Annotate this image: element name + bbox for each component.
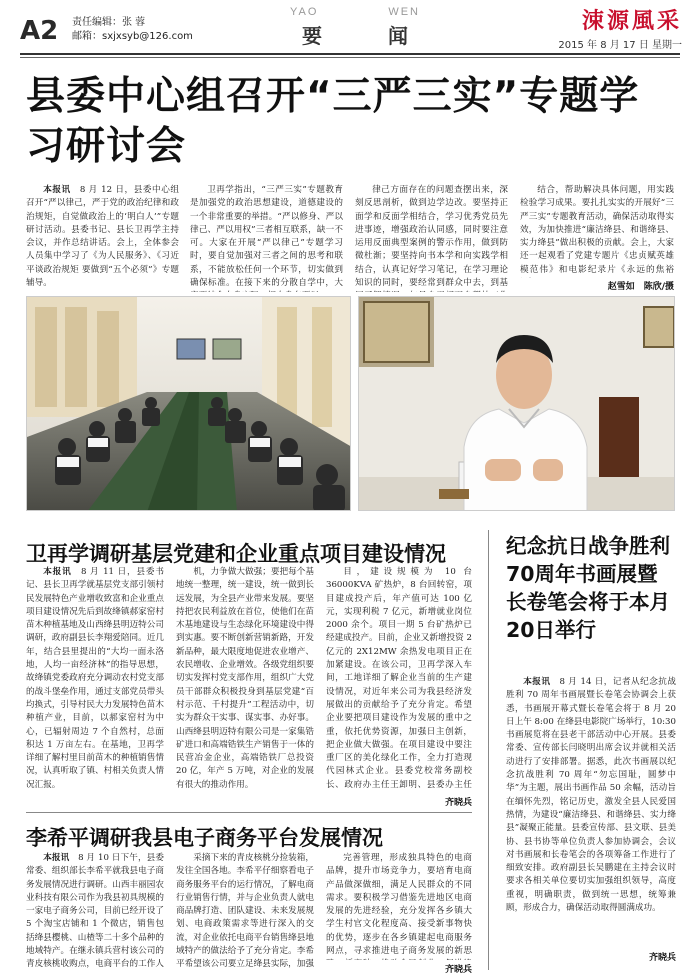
story2-dateline: 本报讯 — [43, 567, 72, 577]
lead-headline: 县委中心组召开“三严三实”专题学习研讨会 — [26, 74, 640, 169]
story2-byline: 齐晓兵 — [444, 798, 472, 808]
official-portrait-image — [359, 297, 675, 511]
lead-story-col-1: 本报讯 8 月 12 日，县委中心组召开“严以律己，严于党的政治纪律和政治规矩，自觉做政治上的‘明白人’”专题研讨活动。县委书记、县长卫再学主持会议，并作总结讲话。会上，全体参会人员集中学习了《为人民服务》、《习近平谈政治规矩 要做到“五个必须”》专题辅导。 — [26, 185, 179, 289]
story3-byline: 齐晓兵 — [648, 953, 676, 963]
section-divider — [26, 812, 472, 813]
story2-col-3: 目，建设规模为 10 台 36000KVA 矿热炉，8 台回转窑，项目建成投产后，年产值可达 100 亿元，实现利税 7 亿元，新增就业岗位 2000 余个。项目一期 5 台矿热炉已经建成投产。目前，企业又新增投资 2 亿元的 2X12MW 余热发电项目正在加紧建设。在该公司，卫再学深入车间，工地详细了解企业当前的生产建设情况，对近年来公司为我县经济发展做出的贡献给予了充分肯定。希望企业要把项目建设作为发展的重中之重，依托优势资源，加强日主创新，把企业做大做强。在项目建设中要注重厂区的美化绿化工作，全力打造现代园林式企业。县委党校常务副校长、政府办主任王卸明、县委办主任 — [326, 567, 472, 790]
section-label-en: YAO WEN — [290, 6, 420, 18]
lead-story-col-3: 律己方面存在的问题查摆出来，深刻反思剖析，做到边学边改。要坚持正面学和反面学相结合，学习优秀党员先进事迹，增强政治认同感，同时要注意运用反面典型案例的警示作用，做到防微杜渐；要坚持向书本学和向实践学相结合，认真记好学习笔记，在学习理论知识的同时，要经常到群众中去，到基 — [355, 185, 508, 289]
section-label-cn: 要 闻 — [302, 24, 408, 48]
column-divider — [488, 530, 489, 970]
story2-headline: 卫再学调研基层党建和企业重点项目建设情况 — [26, 542, 446, 566]
editor-name: 责任编辑：张 蓉 — [72, 17, 146, 28]
header-rule-thin — [20, 57, 680, 58]
story4-col-3: 完善管理，形成独具特色的电商品牌，提升市场竞争力，要培育电商产品做深做细，满足人民群众的不同需求。要积极学习借鉴先进地区电商发展的先进经验，充分发挥各乡镇大学生村官文化程度高、接受新事物快的优势，逐步在各乡镇建起电商服务网点，寻求推进电子商务发展的新思 — [326, 853, 472, 957]
story3-headline: 纪念抗日战争胜利70周年书画展暨长卷笔会将于本月20日举行 — [506, 534, 670, 642]
story4-byline: 齐晓兵 — [444, 965, 472, 975]
lead-story-col-2: 卫再学指出，“三严三实”专题教育是加强党的政治思想建设，道德建设的一个非常重要的举措。“严以修身、严以律己、严以用权”三者相互联系，缺一不可。大家在开展“严以律己”专题学习时，要自觉加强对三者之间的思考和联系，不能放松任何一个环节，切实做到确保标准。在接下来的分散自学中，大 — [190, 185, 343, 289]
lead-story-dateline: 本报讯 — [43, 185, 71, 195]
issue-date: 2015 年 8 月 17 日 星期一 — [558, 40, 682, 51]
story3-body: 本报讯 8 月 14 日，记者从纪念抗战胜利 70 周年书画展暨长卷笔会协调会上获悉，书画展开幕式暨长卷笔会将于 8 月 20 日上午 8:00 在绛县电影院广场举行，10:30 书画展览将在县老干部活动中心开展。县委常委、宣传部长闫晓明出席会议并就相关活动进行了安排部署。据悉，此次书画展以纪念抗战胜利 70 周年“勿忘国耻，圆梦中华”为主题，展出书画作品 50 余幅，活动旨在缅怀先烈，铭记历史，激发全县人民爱国热情，为建设“廉洁绛县、和谐绛县、实力绛县”凝聚正能量。县委宣传部、县文联、县美协、县书协等单位负责人参加协调会，会议对书画展和长卷笔会的各项筹备工作进行了细致安排。政府副县长吴鹏建在主持会议时要求各相关单位要切实加强组织领导，高度重视，明确职责，做到统一思想，统筹兼顾，形成合力，确保活动取得圆满成功。 — [506, 677, 676, 914]
editor-info — [72, 16, 193, 44]
page-header — [0, 0, 700, 52]
lead-story-byline: 赵雪如 陈欣/摄 — [607, 282, 674, 292]
story4-dateline: 本报讯 — [43, 853, 70, 863]
official-portrait-photo — [358, 296, 675, 511]
newspaper-brand: 涑源風采 — [581, 8, 682, 34]
story3-dateline: 本报讯 — [523, 677, 551, 687]
meeting-room-image — [27, 297, 351, 511]
story4-headline: 李希平调研我县电子商务平台发展情况 — [26, 826, 383, 850]
lead-story-col-4: 结合，帮助解决具体问题，用实践检验学习成果。要扎扎实实的开展好“三严三实”专题教育活动，确保活动取得实效，为加快推进“廉洁绛县、和谐绛县、实力绛县”做出积极的贡献。会上，大家还一起观看了党建专题片《忠贞赋英雄模范伟》和电影纪录片《永远的焦裕 — [520, 185, 674, 275]
page-number: A2 — [20, 16, 59, 46]
header-rule — [20, 53, 680, 55]
story4-col-2: 采摘下来的青皮核桃分捡装箱，发往全国各地。李希平仔细察看电子商务服务平台的运行情况，了解电商行业销售行情，并与企业负责人就电商品牌打造、团队建设、未来发展规划、电商政策需求等进行深入的交流，对企业依托电商平台销售绛县地域特产的做法给予了充分肯定。李希平希望该公司要立足绛县实际，加强 — [176, 853, 314, 970]
editor-email: 邮箱：sxjxsyb@126.com — [72, 31, 193, 42]
story2-col-2: 机，力争做大做强；要把每个基地统一整理，统一建设，统一做到长远发展，为全县产业带来发展。要坚持把农民利益放在首位，使他们在苗木基地建设与生态绿化环境建设中得到实惠。要不断创新营销新路，开发新品种，最大限度地促进农业增产、农民增收、企业增效。各级党组织要切实发挥村党支部作用，组织广大党员干部群众积极投身到基层党建“百村示范、千村提升”工程活动中，切实为群众干实事、谋实事、办好事。山西绛县明迈特有限公司是一家集锆矿进口和高端锆铁生产销售于一体的民营冶金企业，高端锆铁厂总投资 20 亿，年产 5 万吨，对企业的发展有很大的推动作用。 — [176, 567, 314, 790]
story2-col-1: 本报讯 8 月 11 日，县委书记、县长卫再学就基层党支部引领村民发展特色产业增收致富和企业重点项目建设情况先后到故绛镇郝家窑村苗木种植基地及山西绛县明迈特公司调研，政府副县长李翔爱陪同。近几年，结合县里提出的“大均一面永洛地，人均一亩经济林”的指导思想，故绛镇党委政府充分调动农村党支部的战斗堡垒作用，通过支部党员带头均换式，引导村民大力发展特色苗木种植产业，目前，以郝家窑村为中心，已辐射周边 7 个自然村，总面积达 1 万亩左右。在基地，卫再学详细了解村里目前苗木的种植销售情况，认真听取了镇、村相关负责人情况汇报。 — [26, 567, 164, 790]
meeting-room-photo — [26, 296, 351, 511]
story4-col-1: 本报讯 8 月 10 日下午，县委常委、组织部长李希平就我县电子商务发展情况进行调研。山西丰丽园农业科技有限公司作为我县初具规模的一家电子商务公司，目前已经开设了 5 个淘宝店铺和 1 个微店，销售包括绛县樱桃、山楂等二十多个品种的地域特产。在继永镇兵营村该公司的青皮核桃收购点，电商平台的工作人 — [26, 853, 164, 970]
